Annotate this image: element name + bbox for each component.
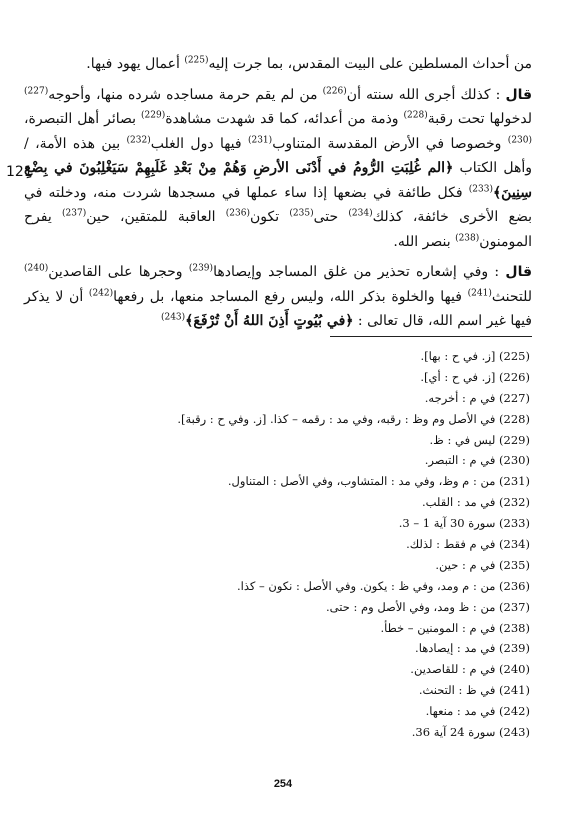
footnote-text: في م : المومنين – خطأ. [380,620,496,635]
text-run: تكون [249,209,290,225]
footnote-text: في م فقط : لذلك. [406,537,496,552]
text-run: أعمال يهود فيها. [86,56,185,72]
footnote-ref: (228) [403,110,428,121]
footnote-text: سورة 24 آية 36. [411,725,496,740]
footnote-ref: (242) [88,287,114,298]
qal-marker: قال [505,264,532,280]
text-run: وخصوصا في الأرض المقدسة المتناوب [272,135,508,152]
footnote-ref: (229) [140,110,166,121]
footnote-number: (228) [499,411,530,426]
footnote-ref: (234) [348,208,373,219]
footnotes-list [30,346,530,743]
footnote-number: (243) [499,725,530,740]
footnote-number: (232) [499,495,530,510]
footnote-ref: (238) [455,232,480,243]
footnote [30,513,530,534]
footnote-text: في مد : القلب. [421,495,496,510]
footnote-number: (227) [499,390,530,405]
text-run: فيها والخلوة بذكر الله، وليس رفع المساجد منعها، بل رفعها [113,288,468,305]
footnote-ref: (225) [184,55,209,66]
footnote [30,430,530,451]
page-number: 254 [273,778,293,790]
footnote [30,638,530,659]
footnote-number: (238) [499,620,530,635]
footnote-number: (229) [499,432,530,447]
footnote-ref: (236) [225,208,250,219]
main-text [24,52,532,340]
footnote-number: (242) [499,704,530,719]
footnote-number: (241) [499,683,530,698]
text-run: : كذلك أجرى الله سنته أن [346,86,506,103]
quran-verse: ﴿الم غُلِبَتِ الرُّومُ في أَدْنَى الأرضِ وَهُمْ مِنْ بَعْدِ غَلَبِهِمْ سَيَغْلِبُونَ في بِضْعِ سِنِينَ﴾ [24,160,532,201]
footnote [30,576,530,597]
footnote-number: (225) [499,349,530,363]
text-run: من أحداث المسلطين على البيت المقدس، بما جرت إليه [208,56,532,72]
text-run: : وفي إشعاره تحذير من غلق المساجد وإيصادها [213,264,506,280]
footnote [30,346,530,367]
footnote-text: [ز. في ح : أي]. [420,369,496,384]
footnote [30,659,530,680]
footnote [30,388,530,409]
footnote-ref: (235) [289,208,314,219]
text-run: فكل طائفة في بضعها إذا ساء عملها في مسجدها شردت منه، ودخلته في بضع الأخرى خائفة، كذلك [24,184,533,225]
footnote-ref: (230) [507,134,533,145]
text-run: فيها دول الغلب [150,135,248,152]
text-run: حتى [313,209,349,225]
footnote-number: (237) [499,599,530,614]
footnote-number: (236) [499,578,530,593]
footnote [30,680,530,701]
footnote-text: في م : حين. [435,557,496,572]
footnote-text: ليس في : ظ. [429,432,496,447]
footnote [30,471,530,492]
footnote-text: في مد : منعها. [425,704,496,719]
footnote-text: من : ظ ومد، وفي الأصل وم : حتى. [326,599,496,614]
footnote-ref: (240) [24,263,49,274]
footnote-ref: (243) [160,312,186,323]
footnote [30,534,530,555]
text-run: وذمة من أعدائه، كما قد شهدت مشاهدة [165,111,404,127]
footnote-separator [330,336,532,337]
text-run: للتحنث [491,288,532,305]
text-run: بين هذه الأمة، / وأهل الكتاب [24,135,533,176]
footnote-ref: (239) [188,263,214,274]
footnote-text: في ظ : التحنث. [418,683,496,698]
footnote-text: في م : للقاصدين. [410,662,496,677]
footnote [30,450,530,471]
text-run: وحجرها على القاصدين [48,264,189,280]
text-run: بصائر أهل التبصرة، [24,111,141,127]
text-run: من لم يقم حرمة مساجده شرده منها، وأحوجه [48,86,323,103]
footnote-text: في م : أخرجه. [424,390,496,405]
paragraph [24,83,532,255]
footnote [30,701,530,722]
paragraph [24,260,532,334]
footnote-ref: (232) [126,134,151,145]
footnote-number: (235) [499,557,530,572]
footnote [30,409,530,430]
footnote [30,722,530,743]
footnote-ref: (237) [61,208,87,219]
footnote-ref: (227) [24,85,49,96]
footnote [30,597,530,618]
margin-folio-number: 121 [6,164,33,180]
footnote [30,492,530,513]
footnote-text: في الأصل وم وظ : رقبه، وفي مد : رقمه – كذا. [ز. وفي ح : رقبة]. [177,411,496,426]
footnote-text: في مد : إيصادها. [415,641,496,656]
footnote-number: (233) [499,516,530,531]
text-run: بنصر الله. [393,233,456,250]
text-run: العاقبة للمتقين، حين [86,209,226,225]
quran-verse: ﴿في بُيُوتٍ أَذِنَ اللهُ أَنْ تُرْفَعَ﴾ [185,313,354,329]
footnote-number: (239) [499,641,530,656]
footnote-text: [ز. في ح : بها]. [420,349,496,363]
footnote-ref: (233) [468,183,493,194]
footnote-number: (234) [499,537,530,552]
footnote-number: (226) [499,369,530,384]
text-run: يفرح المومنون [24,209,532,250]
text-run: أن لا يذكر فيها غير اسم الله، قال تعالى : [24,288,532,329]
footnote [30,555,530,576]
qal-marker: قال [505,86,533,103]
footnote-number: (231) [499,474,530,489]
footnote [30,618,530,639]
paragraph [24,52,532,77]
footnote-ref: (231) [247,134,273,145]
footnote-number: (240) [499,662,530,677]
footnote-text: سورة 30 آية 1 – 3. [398,516,496,531]
footnote-text: من : م ومد، وفي ظ : يكون. وفي الأصل : نكون – كذا. [236,578,496,593]
text-run: لدخولها تحت رقبة [427,111,533,127]
footnote-ref: (241) [467,287,492,298]
footnote-ref: (226) [322,85,347,96]
footnote-text: من : م وظ، وفي مد : المتشاوب، وفي الأصل : المتناول. [227,474,496,489]
footnote [30,367,530,388]
footnote-text: في م : التبصر. [424,453,496,468]
footnote-number: (230) [499,453,530,468]
